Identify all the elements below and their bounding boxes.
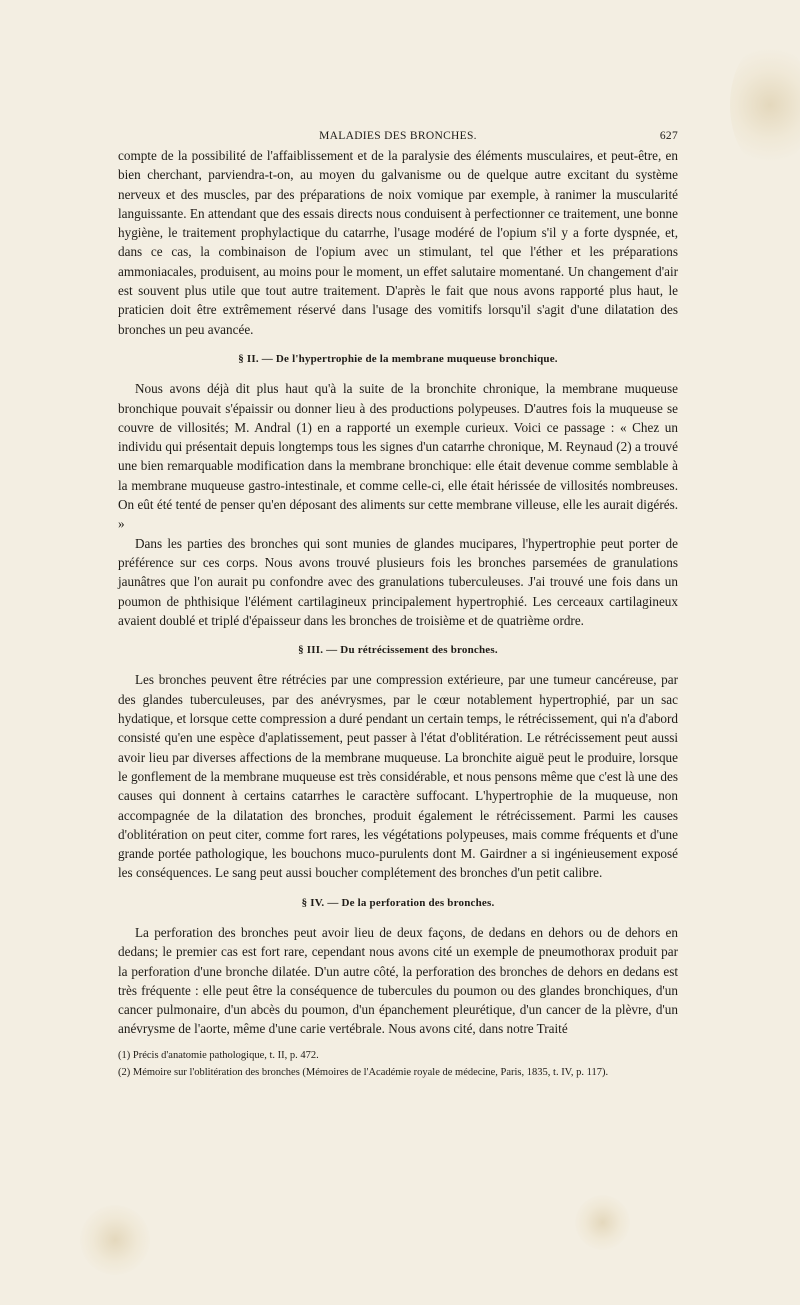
paragraph: La perforation des bronches peut avoir lieu de deux façons, de dedans en dehors ou de dehors en dedans; le premier cas est fort rare, cependant nous avons cité un exemple de pneumothorax produit par la perforation d'une bronche dilatée. D'un autre côté, la perforation des bronches de dehors en dedans est très fréquente : elle peut être la conséquence de tubercules du poumon ou des glandes bronchiques, d'un cancer pulmonaire, d'un abcès du poumon, d'un épanchement pleurétique, d'un cancer de la plèvre, d'un anévrysme de l'aorte, même d'une carie vertébrale. Nous avons cité, dans notre Traité — [118, 924, 678, 1037]
section-heading: § II. — De l'hypertrophie de la membrane muqueuse bronchique. — [238, 352, 558, 365]
running-header — [118, 130, 678, 146]
footnotes — [118, 1047, 698, 1081]
paragraph: Les bronches peuvent être rétrécies par une compression extérieure, par une tumeur cancéreuse, par des glandes tuberculeuses, par des anévrysmes, par le cœur notablement hypertrophié, par un sac hydatique, et lorsque cette compression a duré pendant un certain temps, le rétrécissement, qui n'a d'abord consisté qu'en une espèce d'aplatissement, peut passer à l'état d'oblitération. Le rétrécissement peut aussi avoir lieu par diverses affections de la membrane muqueuse. La bronchite aiguë peut le produire, lorsque le gonflement de la membrane muqueuse est très considérable, et nous pensons même que c'est là une des causes qui donnent à certains catarrhes le caractère suffocant. L'hypertrophie de la muqueuse, non accompagnée de la dilatation des bronches, produit également le rétrécissement. Parmi les causes d'oblitération on peut citer, comme fort rares, les végétations polypeuses, mais comme fréquents et d'une grande portée pathologique, les bouchons muco-purulents dont M. Gairdner a si ingénieusement exposé les conséquences. Le sang peut aussi boucher complétement des bronches d'un petit calibre. — [118, 672, 678, 881]
footnote: (2) Mémoire sur l'oblitération des bronches (Mémoires de l'Académie royale de médecine, Paris, 1835, t. IV, p. 117). — [118, 1067, 609, 1078]
page-body — [118, 146, 678, 1039]
footnote: (1) Précis d'anatomie pathologique, t. II, p. 472. — [118, 1050, 319, 1061]
paragraph: Dans les parties des bronches qui sont munies de glandes mucipares, l'hypertrophie peut porter de préférence sur ces corps. Nous avons trouvé plusieurs fois les bronches parsemées de granulations jaunâtres que l'on aurait pu confondre avec des granulations tuberculeuses. J'ai trouvé une fois dans un poumon de phthisique l'élément cartilagineux principalement hypertrophié. Les cerceaux cartilagineux avaient doublé et triplé d'épaisseur dans les bronches de troisième et de quatrième ordre. — [118, 535, 678, 628]
running-title: MALADIES DES BRONCHES. — [319, 130, 477, 142]
section-heading: § IV. — De la perforation des bronches. — [301, 896, 495, 909]
page-number: 627 — [659, 130, 678, 142]
paragraph: compte de la possibilité de l'affaiblissement et de la paralysie des éléments musculaires, et peut-être, en bien cherchant, parviendra-t-on, au moyen du galvanisme ou de quelque autre excitant du système nerveux et des muscles, par des préparations de noix vomique par exemple, à ranimer la muscularité languissante. En attendant que des essais directs nous conduisent à perfectionner ce traitement, une bonne hygiène, le traitement prophylactique du catarrhe, l'usage modéré de l'opium s'il y a forte dyspnée, et, dans ce cas, la combinaison de l'opium avec un stimulant, tel que l'éther et les préparations ammoniacales, produisent, au moins pour le moment, un effet salutaire momentané. Un changement d'air est souvent plus utile que tout autre traitement. D'après le fait que nous avons rapporté plus haut, le praticien doit être extrêmement réservé dans l'usage des vomitifs lorsqu'il s'agit d'une dilatation des bronches un peu avancée. — [118, 148, 678, 337]
section-heading: § III. — Du rétrécissement des bronches. — [298, 644, 498, 657]
paper-stain — [730, 40, 800, 170]
paper-stain — [80, 1205, 150, 1275]
paragraph: Nous avons déjà dit plus haut qu'à la suite de la bronchite chronique, la membrane muqueuse bronchique pouvait s'épaissir ou donner lieu à des productions polypeuses. D'autres fois la muqueuse se couvre de villosités; M. Andral (1) en a rapporté un exemple curieux. Voici ce passage : « Chez un individu qui présentait depuis longtemps tous les signes d'un catarrhe chronique, M. Reynaud (2) a trouvé une bien remarquable modification dans la membrane bronchique: elle était devenue comme semblable à la membrane muqueuse gastro-intestinale, et comme celle-ci, elle était hérissée de villosités nombreuses. On eût été tenté de penser qu'en déposant des aliments sur cette membrane villeuse, elle les aurait digérés. » — [118, 381, 678, 532]
paper-stain — [575, 1195, 630, 1250]
